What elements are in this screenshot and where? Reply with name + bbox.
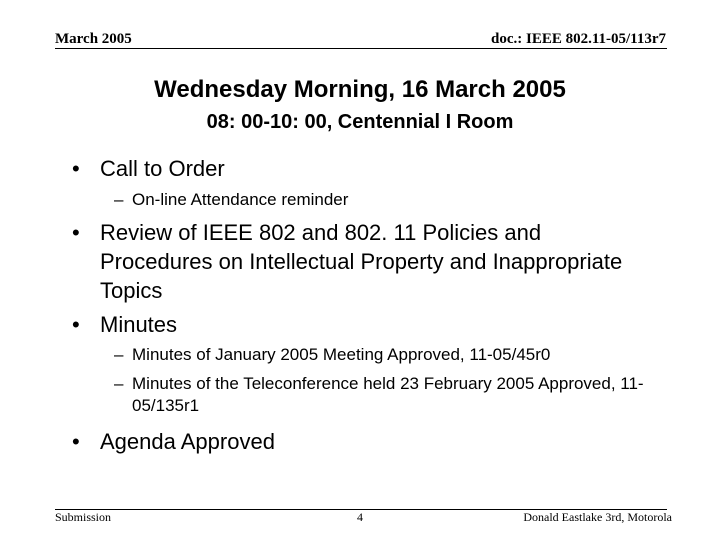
sub-item-text: On-line Attendance reminder xyxy=(132,190,349,209)
slide-title: Wednesday Morning, 16 March 2005 xyxy=(154,76,566,103)
agenda-item-text: Minutes xyxy=(100,312,178,337)
dash-icon: – xyxy=(114,345,124,364)
agenda-item-agenda-approved xyxy=(72,427,632,456)
sub-item-attendance-reminder xyxy=(114,189,654,211)
sub-item-january-minutes xyxy=(114,344,654,366)
sub-item-text: Minutes of January 2005 Meeting Approved, 11-05/45r0 xyxy=(132,345,551,364)
bullet-icon: • xyxy=(72,429,80,454)
footer-submission: Submission xyxy=(55,510,112,524)
sub-item-text: Minutes of the Teleconference held 23 February 2005 Approved, 11-05/135r1 xyxy=(132,374,644,415)
dash-icon: – xyxy=(114,190,124,209)
agenda-item-text: Agenda Approved xyxy=(100,429,275,454)
agenda-item-text: Review of IEEE 802 and 802. 11 Policies and Procedures on Intellectual Property and Inappropriate Topics xyxy=(100,220,623,303)
dash-icon: – xyxy=(114,374,124,393)
agenda-item-text: Call to Order xyxy=(100,156,225,181)
header-rule xyxy=(55,48,667,49)
bullet-icon: • xyxy=(72,156,80,181)
header-date: March 2005 xyxy=(55,31,132,47)
bullet-icon: • xyxy=(72,312,80,337)
footer-author: Donald Eastlake 3rd, Motorola xyxy=(523,510,672,524)
agenda-item-policies-review xyxy=(72,218,632,305)
footer-page-number: 4 xyxy=(357,510,363,524)
bullet-icon: • xyxy=(72,220,80,245)
header-doc-id: doc.: IEEE 802.11-05/113r7 xyxy=(490,31,666,47)
sub-item-teleconference-minutes xyxy=(114,373,654,417)
agenda-item-minutes xyxy=(72,310,632,339)
slide-subtitle: 08: 00-10: 00, Centennial I Room xyxy=(206,111,514,133)
agenda-item-call-to-order xyxy=(72,154,632,183)
